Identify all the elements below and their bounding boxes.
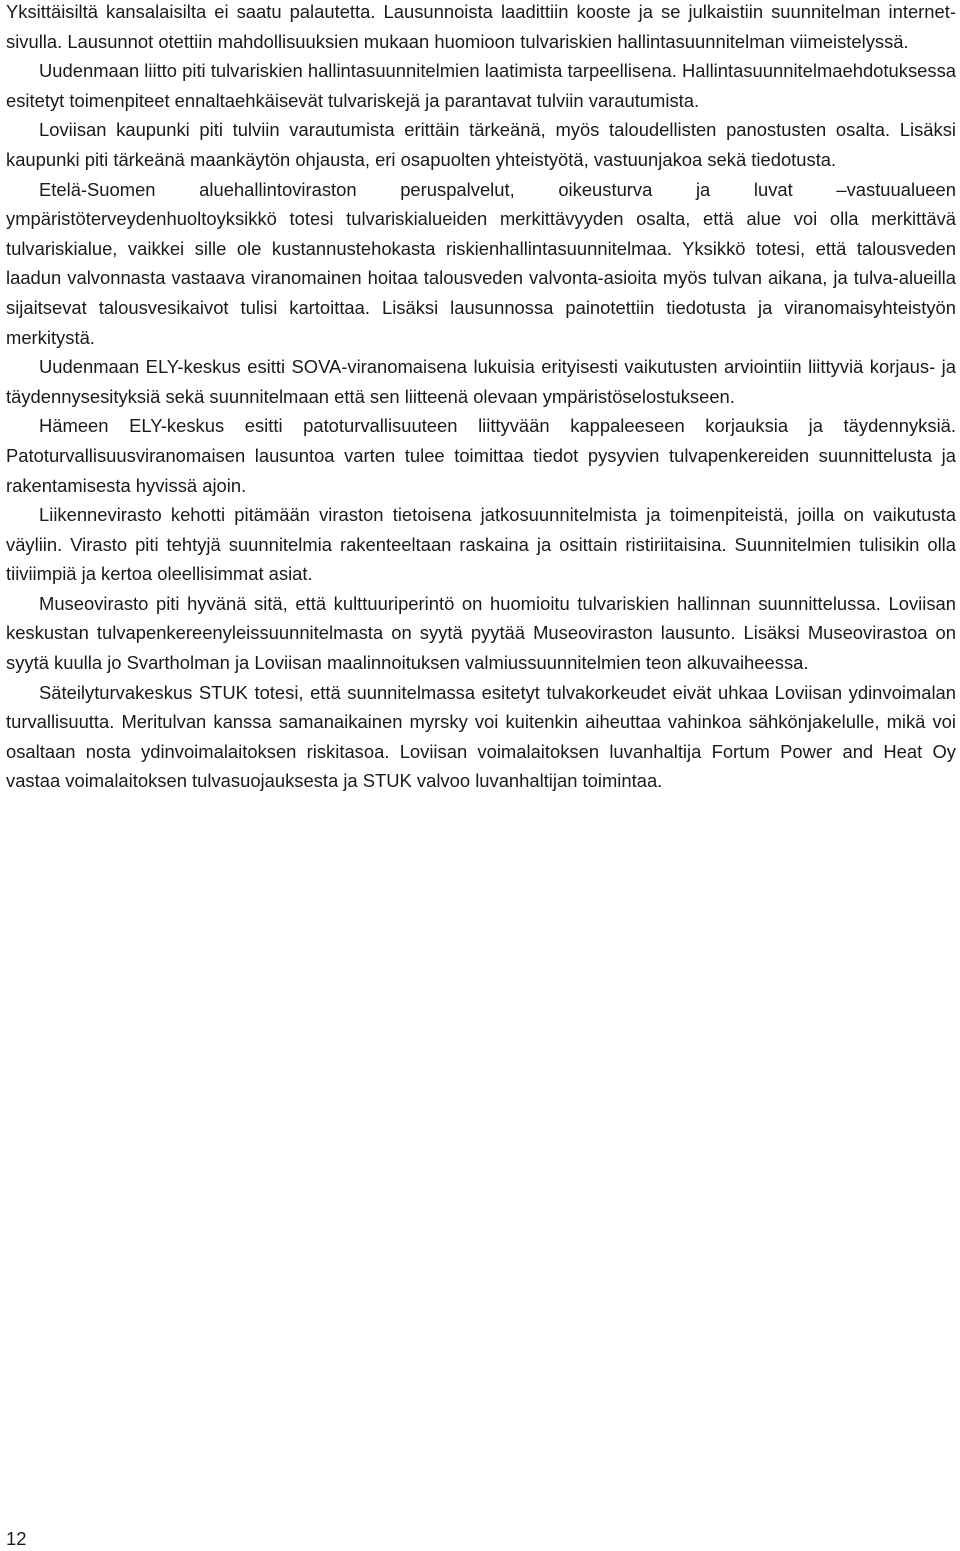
paragraph-stuk: Säteilyturvakeskus STUK totesi, että suunnitelmassa esitetyt tulvakorkeudet eivät uhkaa Loviisan ydinvoimalan turvallisuutta. Meritulvan kanssa samanaikainen myrsky voi kuitenkin aiheuttaa vahinkoa sähkönjakelulle, mikä voi osaltaan nosta ydinvoimalaitoksen riskitasoa. Loviisan voimalaitoksen luvanhaltija Fortum Power and Heat Oy vastaa voimalaitoksen tulvasuojauksesta ja STUK valvoo luvanhaltijan toimintaa.	[6, 681, 956, 792]
paragraph-museovirasto: Museovirasto piti hyvänä sitä, että kulttuuriperintö on huomioitu tulvariskien hallinnan suunnittelussa. Loviisan keskustan tulvapenkereenyleissuunnitelmasta on syytä pyytää Museoviraston lausunto. Lisäksi Museovirastoa on syytä kuulla jo Svartholman ja Loviisan maalinnoituksen valmiussuunnitelmien teon alkuvaiheessa.	[6, 592, 956, 674]
paragraph-hameen-ely: Hämeen ELY-keskus esitti patoturvallisuuteen liittyvään kappaleeseen korjauksia ja täydennyksiä. Patoturvallisuusviranomaisen lausuntoa varten tulee toimittaa tiedot pysyvien tulvapenkereiden suunnittelusta ja rakentamisesta hyvissä ajoin.	[6, 415, 956, 496]
page-number: 12	[6, 1528, 27, 1549]
paragraph-etela-suomen-avi: Etelä-Suomen aluehallintoviraston peruspalvelut, oikeusturva ja luvat –vastuualueen ympäristöterveydenhuoltoyksikkö totesi tulvariskialueiden merkittävyyden osalta, että alue voi olla merkittävä tulvariskialue, vaikkei sille ole kustannustehokasta riskienhallintasuunnitelmaa. Yksikkö totesi, että talousveden laadun valvonnasta vastaava viranomainen hoitaa talousveden valvonta-asioita myös tulvan aikana, ja tulva-alueilla sijaitsevat talousvesikaivot tulisi kartoittaa. Lisäksi lausunnossa painotettiin tiedotusta ja viranomaisyhteistyön merkitystä.	[6, 178, 956, 348]
paragraph-feedback-summary: Yksittäisiltä kansalaisilta ei saatu palautetta. Lausunnoista laadittiin kooste ja se julkaistiin suunnitelman internet-sivulla. Lausunnot otettiin mahdollisuuksien mukaan huomioon tulvariskien hallintasuunnitelman viimeistelyssä.	[6, 1, 956, 52]
document-body	[6, 0, 956, 796]
paragraph-uudenmaan-ely: Uudenmaan ELY-keskus esitti SOVA-viranomaisena lukuisia erityisesti vaikutusten arviointiin liittyviä korjaus- ja täydennysesityksiä sekä suunnitelmaan että sen liitteenä olevaan ympäristöselostukseen.	[6, 356, 956, 407]
paragraph-loviisan-kaupunki: Loviisan kaupunki piti tulviin varautumista erittäin tärkeänä, myös taloudellisten panostusten osalta. Lisäksi kaupunki piti tärkeänä maankäytön ohjausta, eri osapuolten yhteistyötä, vastuunjakoa sekä tiedotusta.	[6, 119, 956, 170]
paragraph-uudenmaan-liitto: Uudenmaan liitto piti tulvariskien hallintasuunnitelmien laatimista tarpeellisena. Hallintasuunnitelmaehdotuksessa esitetyt toimenpiteet ennaltaehkäisevät tulvariskejä ja parantavat tulviin varautumista.	[6, 60, 956, 111]
paragraph-liikennevirasto: Liikennevirasto kehotti pitämään viraston tietoisena jatkosuunnitelmista ja toimenpiteistä, joilla on vaikutusta väyliin. Virasto piti tehtyjä suunnitelmia rakenteeltaan raskaina ja osittain ristiriitaisina. Suunnitelmien tulisikin olla tiiviimpiä ja kertoa oleellisimmat asiat.	[6, 504, 956, 585]
